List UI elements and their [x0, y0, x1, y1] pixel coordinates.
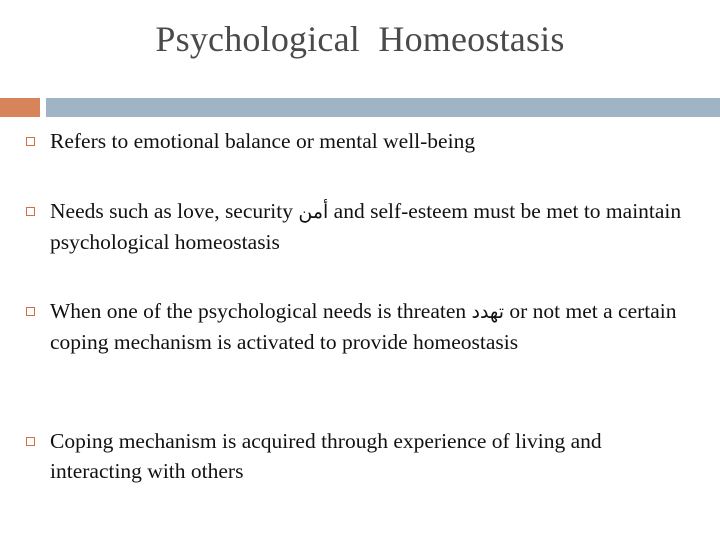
bullet-text-after: and self-esteem must be met to maintain psychological homeostasis [50, 199, 682, 254]
bullet-text [50, 427, 695, 486]
bullet-text [50, 127, 695, 157]
square-bullet-icon [26, 207, 35, 216]
bullet-text-before: Needs such as love, security [50, 199, 299, 223]
square-bullet-icon [26, 137, 35, 146]
square-bullet-icon [26, 307, 35, 316]
arabic-term: أمن [298, 201, 329, 223]
header-rule-bar [46, 98, 720, 117]
slide-title: Psychological Homeostasis [155, 19, 565, 59]
bullet-text [50, 297, 695, 357]
bullet-text [50, 197, 695, 257]
bullet-text-content: Coping mechanism is acquired through experience of living and interacting with others [50, 429, 602, 483]
bullet-text-after: or not met a certain coping mechanism is activated to provide homeostasis [50, 299, 677, 354]
square-bullet-icon [26, 437, 35, 446]
bullet-text-content: Refers to emotional balance or mental well-being [50, 129, 476, 153]
accent-bar [0, 98, 40, 117]
arabic-term: تهدد [471, 301, 504, 323]
bullet-text-before: When one of the psychological needs is threaten [50, 299, 472, 323]
